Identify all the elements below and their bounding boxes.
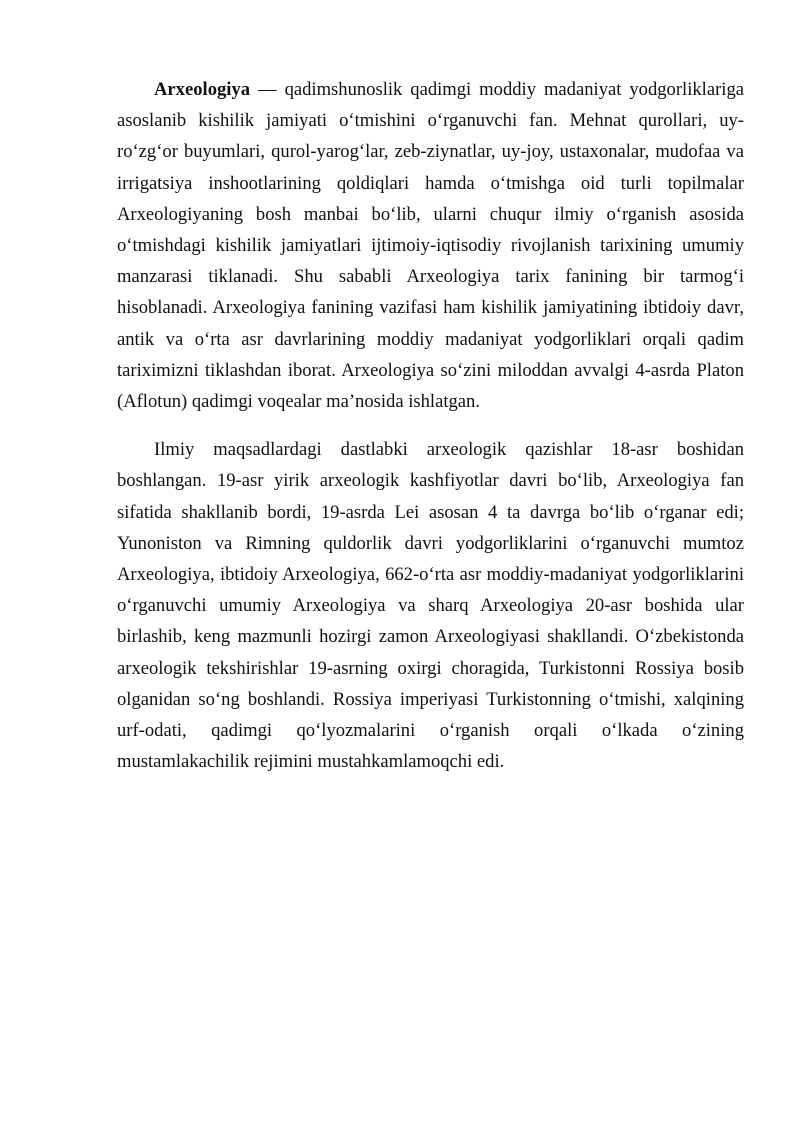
paragraph-1	[117, 74, 744, 417]
paragraph-2	[117, 434, 744, 777]
term-heading: Arxeologiya	[154, 79, 251, 100]
paragraph-1-text: — qadimshunoslik qadimgi moddiy madaniyat yodgorliklariga asoslanib kishilik jamiyati oʻtmishini oʻrganuvchi fan. Mehnat qurollari, uy-roʻzgʻor buyumlari, qurol-yarogʻlar, zeb-ziynatlar, uy-joy, ustaxonalar, mudofaa va irrigatsiya inshootlarining qoldiqlari hamda oʻtmishga oid turli topilmalar Arxeologiyaning bosh manbai boʻlib, ularni chuqur ilmiy oʻrganish asosida oʻtmishdagi kishilik jamiyatlari ijtimoiy-iqtisodiy rivojlanish tarixining umumiy manzarasi tiklanadi. Shu sababli Arxeologiya tarix fanining bir tarmogʻi hisoblanadi. Arxeologiya fanining vazifasi ham kishilik jamiyatining ibtidoiy davr, antik va oʻrta asr davrlarining moddiy madaniyat yodgorliklari orqali qadim tariximizni tiklashdan iborat. Arxeologiya soʻzini miloddan avvalgi 4-asrda Platon (Aflotun) qadimgi voqealar maʼnosida ishlatgan.	[117, 79, 744, 413]
document-page	[117, 74, 744, 777]
paragraph-2-text: Ilmiy maqsadlardagi dastlabki arxeologik qazishlar 18-asr boshidan boshlangan. 19-asr yirik arxeologik kashfiyotlar davri boʻlib, Arxeologiya fan sifatida shakllanib bordi, 19-asrda Lei asosan 4 ta davrga boʻlib oʻrganar edi; Yunoniston va Rimning quldorlik davri yodgorliklarini oʻrganuvchi mumtoz Arxeologiya, ibtidoiy Arxeologiya, 662-oʻrta asr moddiy-madaniyat yodgorliklarini oʻrganuvchi umumiy Arxeologiya va sharq Arxeologiya 20-asr boshida ular birlashib, keng mazmunli hozirgi zamon Arxeologiyasi shakllandi. Oʻzbekistonda arxeologik tekshirishlar 19-asrning oxirgi choragida, Turkistonni Rossiya bosib olganidan soʻng boshlandi. Rossiya imperiyasi Turkistonning oʻtmishi, xalqining urf-odati, qadimgi qoʻlyozmalarini oʻrganish orqali oʻlkada oʻzining mustamlakachilik rejimini mustahkamlamoqchi edi.	[117, 439, 744, 773]
